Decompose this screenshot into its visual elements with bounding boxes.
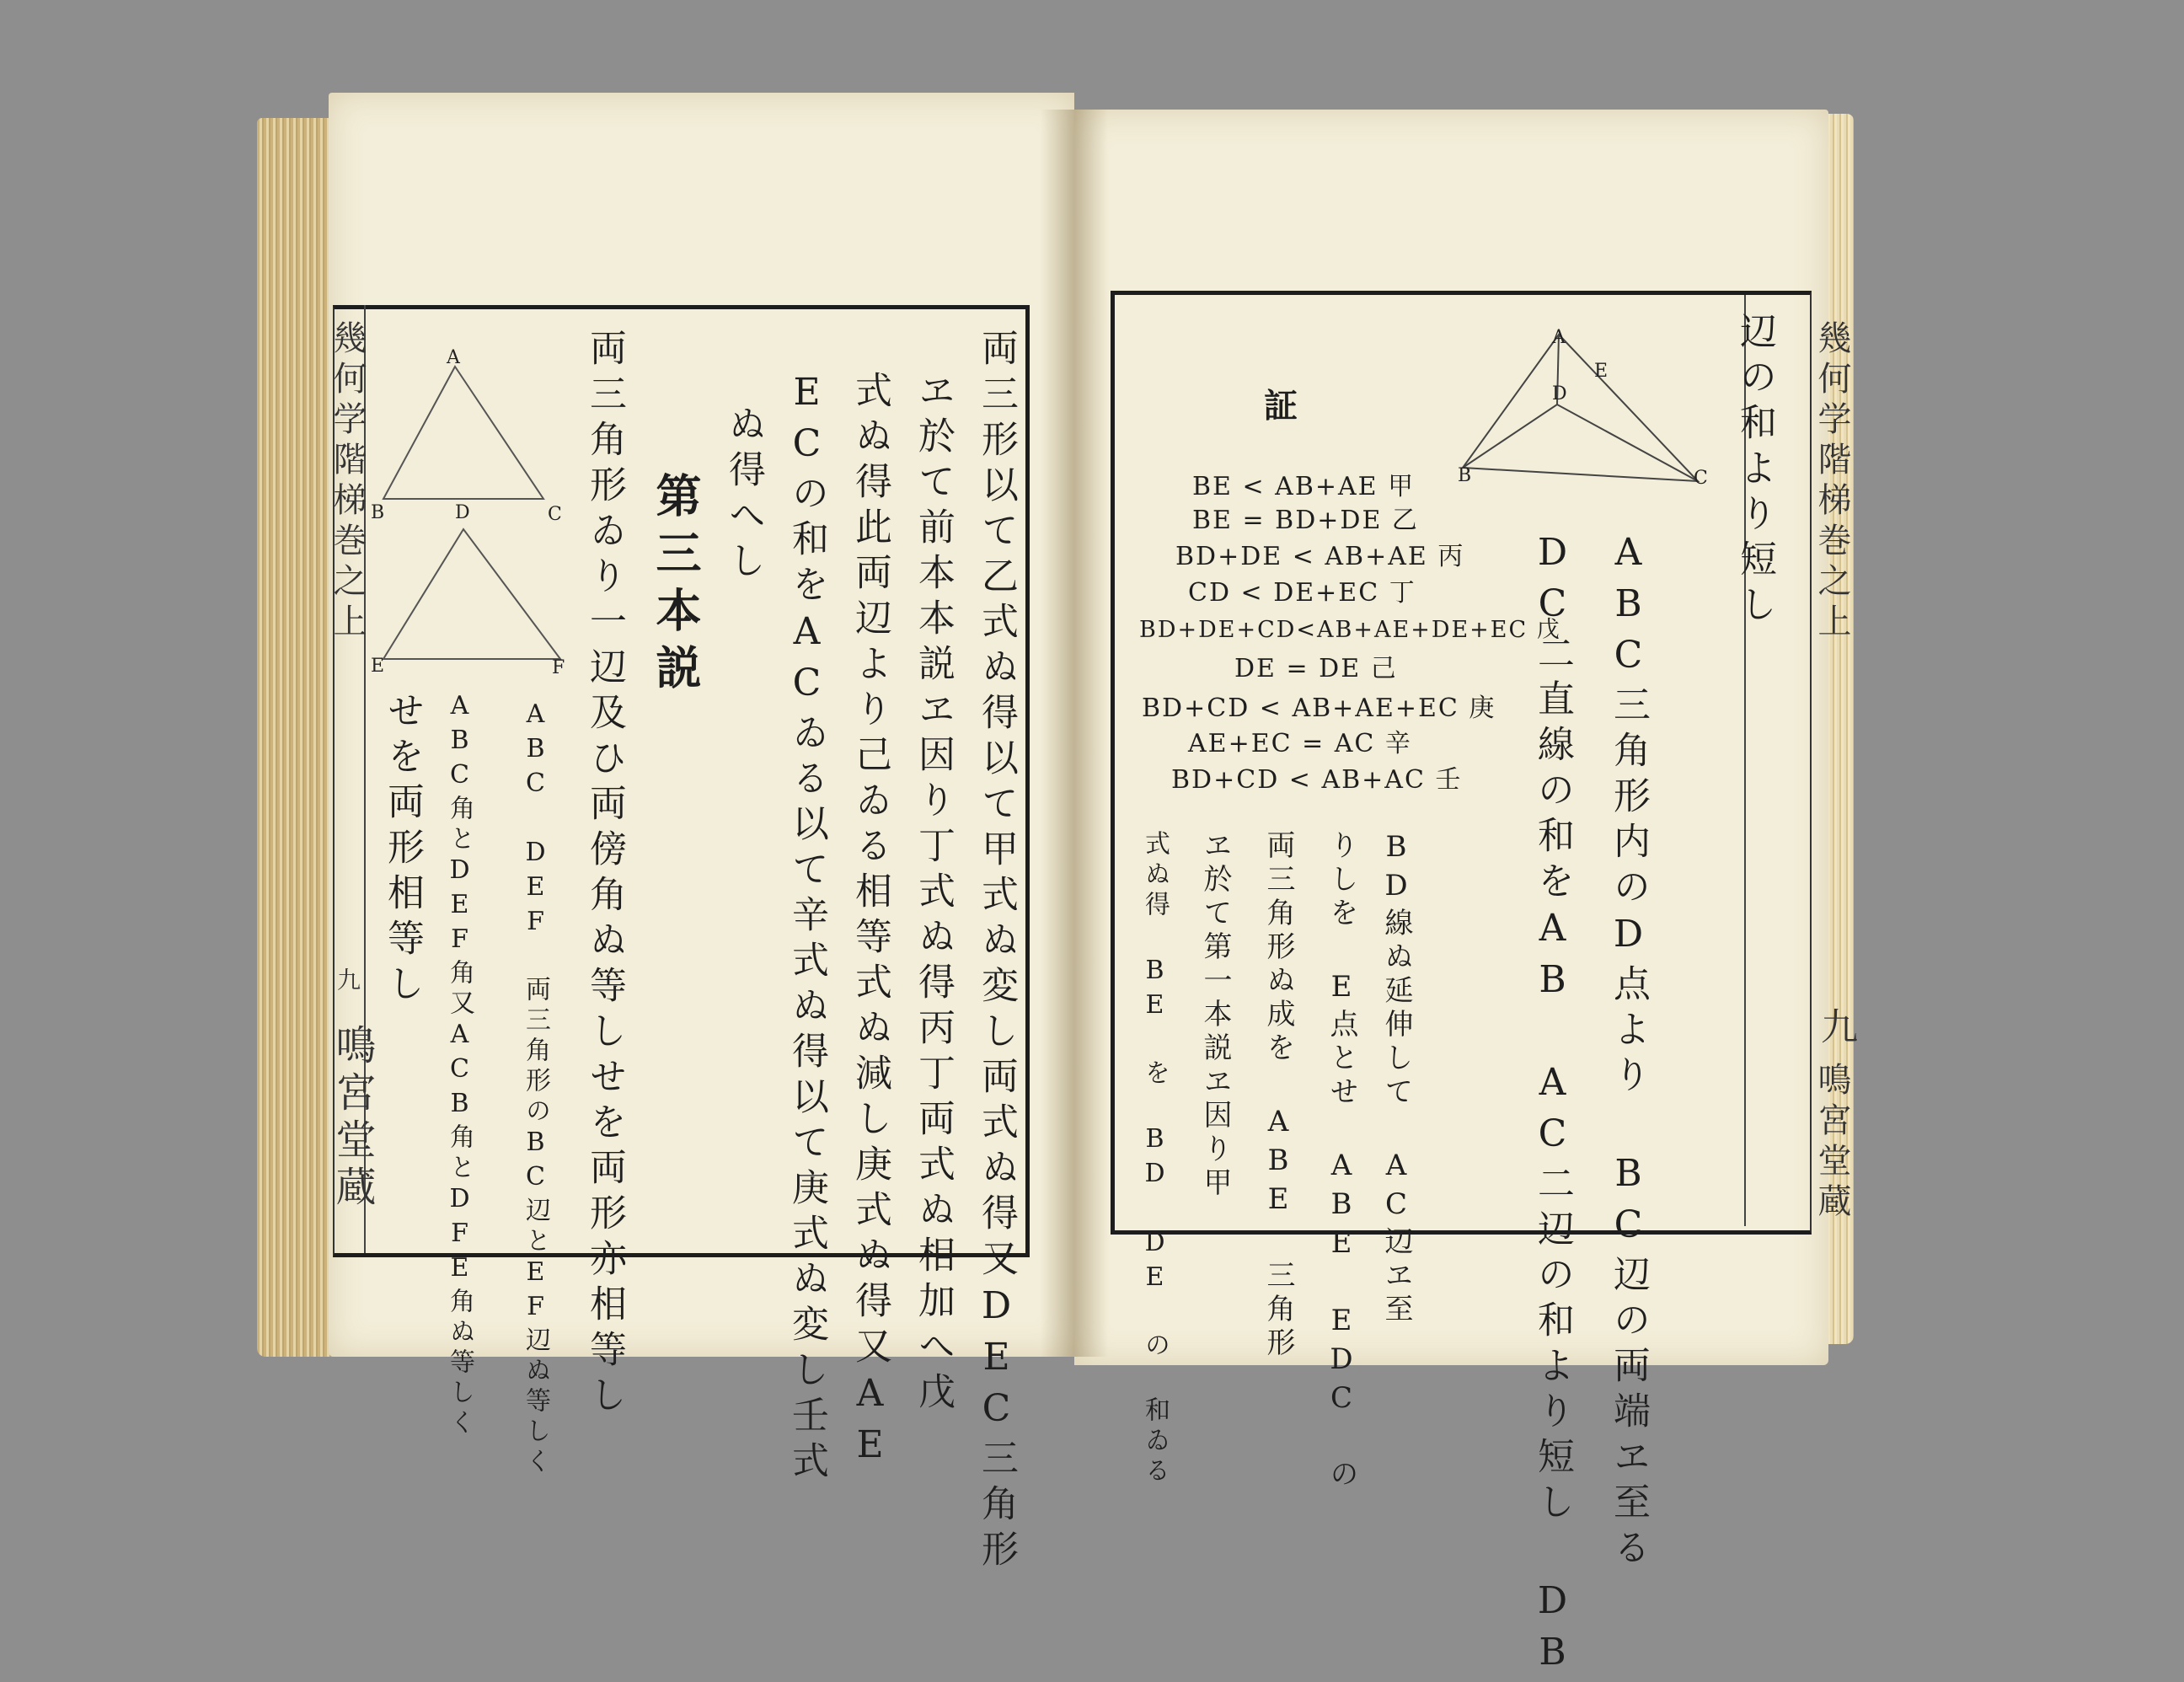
label-d: D xyxy=(455,502,470,523)
label-right-a: A xyxy=(1552,327,1566,348)
label-a: A xyxy=(447,347,460,368)
left-sub-col-3: ABC角とDEF角又ACB角とDFE角ぬ等しく xyxy=(445,691,474,1439)
label-right-d: D xyxy=(1552,383,1567,404)
proof-label: 証 xyxy=(1264,386,1299,426)
right-bottom-col-4: ヱ於て第一本説ヱ因り甲 xyxy=(1198,830,1232,1201)
triangle-abc-right xyxy=(1463,335,1698,481)
label-right-b: B xyxy=(1458,465,1472,486)
right-bottom-col-3: 両三角形ぬ成を ABE 三角形 xyxy=(1261,830,1295,1361)
label-b: B xyxy=(371,502,385,523)
section-title: 第三本説 xyxy=(649,472,703,701)
right-text-col-2: DC二直線の和をAB AC二辺の和より短し DB xyxy=(1531,531,1574,1682)
equation-8: AE+EC = AC 辛 xyxy=(1188,729,1412,758)
triangle-abc xyxy=(383,367,543,499)
right-margin-title: 幾何学階梯巻之上 xyxy=(1812,320,1851,644)
left-text-col-2: ヱ於て前本本説ヱ因り丁式ぬ得丙丁両式ぬ相加へ戊 xyxy=(912,371,955,1417)
left-page-stack xyxy=(257,118,333,1357)
equation-1: BE < AB+AE 甲 xyxy=(1192,472,1416,501)
left-folio-number: 九 xyxy=(334,967,361,998)
left-text-col-4: ECの和をACゐる以て辛式ぬ得以て庚式ぬ変し壬式 xyxy=(785,371,828,1486)
left-margin-title: 幾何学階梯巻之上 xyxy=(328,320,367,644)
left-sub-col-1: 両三角形ゐり一辺及ひ両傍角ぬ等しせを両形亦相等し xyxy=(583,329,626,1421)
equation-5: BD+DE+CD<AB+AE+DE+EC 戊 xyxy=(1139,617,1561,643)
right-folio-number: 九 xyxy=(1814,1007,1857,1051)
left-publisher-mark: 鳴宮堂蔵 xyxy=(329,1024,376,1213)
label-c: C xyxy=(548,504,562,525)
right-bottom-col-2: りしを E点とせ ABE EDC の xyxy=(1325,830,1358,1492)
label-right-e: E xyxy=(1594,361,1609,382)
left-triangle-figures xyxy=(371,346,573,683)
label-e: E xyxy=(371,656,385,677)
right-heading-col: 辺の和より短し xyxy=(1733,312,1776,630)
equation-9: BD+CD < AB+AC 壬 xyxy=(1171,765,1463,795)
triangle-def xyxy=(383,529,560,659)
equation-4: CD < DE+EC 丁 xyxy=(1188,578,1416,608)
equation-6: DE = DE 己 xyxy=(1234,654,1398,683)
left-text-col-5: ぬ得へし xyxy=(722,404,765,587)
left-sub-col-2: ABC DEF 両三角形のBC辺とEF辺ぬ等しく xyxy=(521,699,550,1478)
left-sub-col-4: せを両形相等し xyxy=(381,691,424,1010)
right-publisher-mark: 鳴宮堂蔵 xyxy=(1812,1062,1851,1224)
equation-2: BE = BD+DE 乙 xyxy=(1192,506,1419,535)
left-text-col-3: 式ぬ得此両辺より己ゐる相等式ぬ減し庚式ぬ得又AE xyxy=(848,371,891,1475)
right-text-col-1: ABC三角形内のD点より BC辺の両端ヱ至る xyxy=(1607,531,1650,1573)
label-right-c: C xyxy=(1694,468,1708,489)
equation-7: BD+CD < AB+AE+EC 庚 xyxy=(1142,694,1496,723)
equation-3: BD+DE < AB+AE 丙 xyxy=(1175,542,1465,571)
left-text-col-1: 両三形以て乙式ぬ得以て甲式ぬ変し両式ぬ得又DEC三角形 xyxy=(975,329,1018,1575)
right-bottom-col-1: BD線ぬ延伸して AC辺ヱ至 xyxy=(1379,830,1413,1327)
right-triangle-figure xyxy=(1449,324,1710,493)
right-bottom-col-5: 式ぬ得 BE を BD DE の 和ゐる xyxy=(1140,830,1170,1487)
label-f: F xyxy=(552,657,565,678)
book-gutter xyxy=(1041,110,1108,1357)
